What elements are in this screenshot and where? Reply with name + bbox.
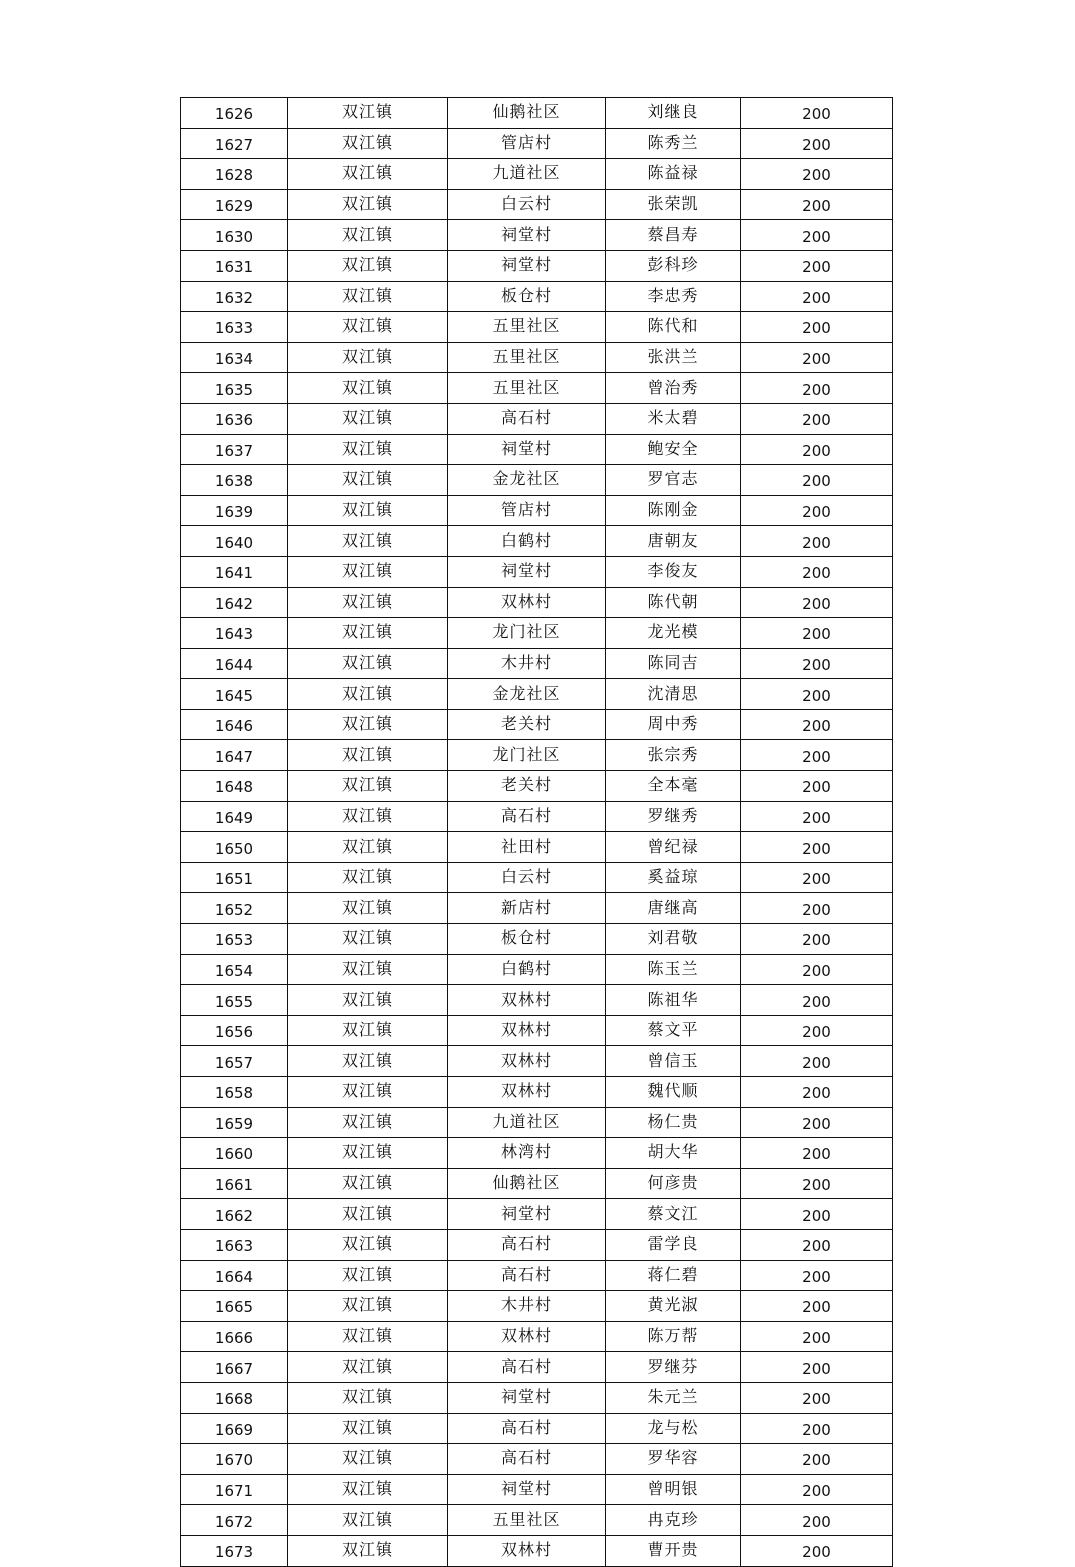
name-cell: 张宗秀: [606, 740, 741, 771]
table-row: [181, 985, 893, 1016]
village-cell: 高石村: [448, 1413, 606, 1444]
table-row: [181, 1474, 893, 1505]
amount-cell: 200: [741, 342, 893, 373]
row-number-cell: 1659: [181, 1107, 288, 1138]
amount-cell: 200: [741, 1474, 893, 1505]
row-number-cell: 1644: [181, 648, 288, 679]
town-cell: 双江镇: [288, 832, 448, 863]
table-row: [181, 1046, 893, 1077]
name-cell: 彭科珍: [606, 250, 741, 281]
row-number-cell: 1640: [181, 526, 288, 557]
row-number-cell: 1657: [181, 1046, 288, 1077]
town-cell: 双江镇: [288, 679, 448, 710]
village-cell: 社田村: [448, 832, 606, 863]
village-cell: 双林村: [448, 587, 606, 618]
row-number-cell: 1627: [181, 128, 288, 159]
name-cell: 罗继芬: [606, 1352, 741, 1383]
town-cell: 双江镇: [288, 740, 448, 771]
amount-cell: 200: [741, 220, 893, 251]
village-cell: 双林村: [448, 1046, 606, 1077]
village-cell: 双林村: [448, 1015, 606, 1046]
table-row: [181, 434, 893, 465]
name-cell: 冉克珍: [606, 1505, 741, 1536]
table-row: [181, 1535, 893, 1566]
name-cell: 米太碧: [606, 403, 741, 434]
town-cell: 双江镇: [288, 771, 448, 802]
row-number-cell: 1628: [181, 159, 288, 190]
amount-cell: 200: [741, 1229, 893, 1260]
village-cell: 高石村: [448, 1260, 606, 1291]
village-cell: 高石村: [448, 403, 606, 434]
amount-cell: 200: [741, 862, 893, 893]
table-row: [181, 1260, 893, 1291]
amount-cell: 200: [741, 1413, 893, 1444]
town-cell: 双江镇: [288, 342, 448, 373]
table-row: [181, 1229, 893, 1260]
row-number-cell: 1647: [181, 740, 288, 771]
row-number-cell: 1630: [181, 220, 288, 251]
row-number-cell: 1651: [181, 862, 288, 893]
row-number-cell: 1661: [181, 1168, 288, 1199]
row-number-cell: 1643: [181, 618, 288, 649]
name-cell: 曹开贵: [606, 1535, 741, 1566]
name-cell: 鲍安全: [606, 434, 741, 465]
amount-cell: 200: [741, 1199, 893, 1230]
village-cell: 木井村: [448, 1291, 606, 1322]
amount-cell: 200: [741, 1382, 893, 1413]
village-cell: 龙门社区: [448, 740, 606, 771]
roster-table-body: [181, 98, 893, 1567]
village-cell: 板仓村: [448, 924, 606, 955]
town-cell: 双江镇: [288, 1352, 448, 1383]
town-cell: 双江镇: [288, 1444, 448, 1475]
row-number-cell: 1626: [181, 98, 288, 129]
name-cell: 陈刚金: [606, 495, 741, 526]
table-row: [181, 312, 893, 343]
town-cell: 双江镇: [288, 128, 448, 159]
row-number-cell: 1634: [181, 342, 288, 373]
amount-cell: 200: [741, 281, 893, 312]
amount-cell: 200: [741, 924, 893, 955]
name-cell: 沈清思: [606, 679, 741, 710]
name-cell: 陈玉兰: [606, 954, 741, 985]
amount-cell: 200: [741, 1107, 893, 1138]
amount-cell: 200: [741, 954, 893, 985]
name-cell: 李俊友: [606, 556, 741, 587]
town-cell: 双江镇: [288, 1260, 448, 1291]
table-row: [181, 740, 893, 771]
village-cell: 老关村: [448, 709, 606, 740]
amount-cell: 200: [741, 128, 893, 159]
amount-cell: 200: [741, 312, 893, 343]
town-cell: 双江镇: [288, 1474, 448, 1505]
name-cell: 陈益禄: [606, 159, 741, 190]
name-cell: 唐继高: [606, 893, 741, 924]
amount-cell: 200: [741, 832, 893, 863]
name-cell: 胡大华: [606, 1138, 741, 1169]
amount-cell: 200: [741, 709, 893, 740]
table-row: [181, 924, 893, 955]
name-cell: 陈祖华: [606, 985, 741, 1016]
table-row: [181, 373, 893, 404]
row-number-cell: 1663: [181, 1229, 288, 1260]
table-row: [181, 1505, 893, 1536]
town-cell: 双江镇: [288, 1168, 448, 1199]
amount-cell: 200: [741, 679, 893, 710]
town-cell: 双江镇: [288, 1046, 448, 1077]
village-cell: 五里社区: [448, 1505, 606, 1536]
row-number-cell: 1672: [181, 1505, 288, 1536]
name-cell: 黄光淑: [606, 1291, 741, 1322]
name-cell: 罗华容: [606, 1444, 741, 1475]
table-row: [181, 832, 893, 863]
table-row: [181, 189, 893, 220]
row-number-cell: 1636: [181, 403, 288, 434]
amount-cell: 200: [741, 1291, 893, 1322]
amount-cell: 200: [741, 1321, 893, 1352]
row-number-cell: 1656: [181, 1015, 288, 1046]
amount-cell: 200: [741, 1352, 893, 1383]
row-number-cell: 1667: [181, 1352, 288, 1383]
name-cell: 刘继良: [606, 98, 741, 129]
name-cell: 龙光模: [606, 618, 741, 649]
amount-cell: 200: [741, 556, 893, 587]
row-number-cell: 1658: [181, 1077, 288, 1108]
row-number-cell: 1633: [181, 312, 288, 343]
village-cell: 白云村: [448, 862, 606, 893]
name-cell: 雷学良: [606, 1229, 741, 1260]
table-row: [181, 801, 893, 832]
table-row: [181, 495, 893, 526]
table-row: [181, 862, 893, 893]
name-cell: 朱元兰: [606, 1382, 741, 1413]
town-cell: 双江镇: [288, 1077, 448, 1108]
table-row: [181, 526, 893, 557]
town-cell: 双江镇: [288, 495, 448, 526]
row-number-cell: 1642: [181, 587, 288, 618]
name-cell: 李忠秀: [606, 281, 741, 312]
row-number-cell: 1650: [181, 832, 288, 863]
name-cell: 何彦贵: [606, 1168, 741, 1199]
table-row: [181, 159, 893, 190]
town-cell: 双江镇: [288, 250, 448, 281]
table-row: [181, 648, 893, 679]
row-number-cell: 1639: [181, 495, 288, 526]
village-cell: 林湾村: [448, 1138, 606, 1169]
village-cell: 新店村: [448, 893, 606, 924]
amount-cell: 200: [741, 893, 893, 924]
village-cell: 五里社区: [448, 342, 606, 373]
name-cell: 蔡文平: [606, 1015, 741, 1046]
row-number-cell: 1645: [181, 679, 288, 710]
town-cell: 双江镇: [288, 159, 448, 190]
row-number-cell: 1653: [181, 924, 288, 955]
amount-cell: 200: [741, 618, 893, 649]
town-cell: 双江镇: [288, 862, 448, 893]
town-cell: 双江镇: [288, 985, 448, 1016]
name-cell: 张洪兰: [606, 342, 741, 373]
table-row: [181, 1382, 893, 1413]
table-row: [181, 281, 893, 312]
amount-cell: 200: [741, 250, 893, 281]
name-cell: 杨仁贵: [606, 1107, 741, 1138]
town-cell: 双江镇: [288, 709, 448, 740]
name-cell: 奚益琼: [606, 862, 741, 893]
row-number-cell: 1660: [181, 1138, 288, 1169]
amount-cell: 200: [741, 740, 893, 771]
table-row: [181, 1107, 893, 1138]
row-number-cell: 1637: [181, 434, 288, 465]
town-cell: 双江镇: [288, 189, 448, 220]
table-row: [181, 1138, 893, 1169]
village-cell: 祠堂村: [448, 434, 606, 465]
table-row: [181, 1168, 893, 1199]
name-cell: 曾治秀: [606, 373, 741, 404]
village-cell: 白鹤村: [448, 954, 606, 985]
row-number-cell: 1655: [181, 985, 288, 1016]
name-cell: 蔡昌寿: [606, 220, 741, 251]
town-cell: 双江镇: [288, 954, 448, 985]
row-number-cell: 1654: [181, 954, 288, 985]
village-cell: 双林村: [448, 1535, 606, 1566]
row-number-cell: 1649: [181, 801, 288, 832]
village-cell: 祠堂村: [448, 250, 606, 281]
village-cell: 九道社区: [448, 159, 606, 190]
row-number-cell: 1652: [181, 893, 288, 924]
amount-cell: 200: [741, 1535, 893, 1566]
town-cell: 双江镇: [288, 1015, 448, 1046]
amount-cell: 200: [741, 1168, 893, 1199]
name-cell: 周中秀: [606, 709, 741, 740]
town-cell: 双江镇: [288, 1291, 448, 1322]
village-cell: 祠堂村: [448, 220, 606, 251]
name-cell: 刘君敬: [606, 924, 741, 955]
row-number-cell: 1671: [181, 1474, 288, 1505]
amount-cell: 200: [741, 1260, 893, 1291]
row-number-cell: 1641: [181, 556, 288, 587]
row-number-cell: 1673: [181, 1535, 288, 1566]
row-number-cell: 1668: [181, 1382, 288, 1413]
amount-cell: 200: [741, 526, 893, 557]
town-cell: 双江镇: [288, 281, 448, 312]
table-row: [181, 1199, 893, 1230]
village-cell: 高石村: [448, 1352, 606, 1383]
table-row: [181, 1444, 893, 1475]
table-row: [181, 587, 893, 618]
table-row: [181, 403, 893, 434]
table-row: [181, 98, 893, 129]
amount-cell: 200: [741, 1444, 893, 1475]
village-cell: 管店村: [448, 128, 606, 159]
town-cell: 双江镇: [288, 373, 448, 404]
village-cell: 木井村: [448, 648, 606, 679]
row-number-cell: 1631: [181, 250, 288, 281]
amount-cell: 200: [741, 465, 893, 496]
village-cell: 高石村: [448, 801, 606, 832]
village-cell: 金龙社区: [448, 679, 606, 710]
town-cell: 双江镇: [288, 587, 448, 618]
amount-cell: 200: [741, 159, 893, 190]
town-cell: 双江镇: [288, 1413, 448, 1444]
village-cell: 仙鹅社区: [448, 98, 606, 129]
table-row: [181, 954, 893, 985]
name-cell: 魏代顺: [606, 1077, 741, 1108]
town-cell: 双江镇: [288, 1382, 448, 1413]
name-cell: 蔡文江: [606, 1199, 741, 1230]
village-cell: 管店村: [448, 495, 606, 526]
village-cell: 板仓村: [448, 281, 606, 312]
table-row: [181, 709, 893, 740]
village-cell: 龙门社区: [448, 618, 606, 649]
row-number-cell: 1670: [181, 1444, 288, 1475]
village-cell: 祠堂村: [448, 1199, 606, 1230]
town-cell: 双江镇: [288, 1107, 448, 1138]
amount-cell: 200: [741, 985, 893, 1016]
town-cell: 双江镇: [288, 1535, 448, 1566]
name-cell: 张荣凯: [606, 189, 741, 220]
village-cell: 祠堂村: [448, 1474, 606, 1505]
row-number-cell: 1665: [181, 1291, 288, 1322]
name-cell: 曾明银: [606, 1474, 741, 1505]
row-number-cell: 1666: [181, 1321, 288, 1352]
village-cell: 双林村: [448, 985, 606, 1016]
amount-cell: 200: [741, 771, 893, 802]
town-cell: 双江镇: [288, 220, 448, 251]
amount-cell: 200: [741, 98, 893, 129]
name-cell: 罗官志: [606, 465, 741, 496]
table-row: [181, 1291, 893, 1322]
name-cell: 蒋仁碧: [606, 1260, 741, 1291]
table-row: [181, 618, 893, 649]
table-row: [181, 250, 893, 281]
name-cell: 曾纪禄: [606, 832, 741, 863]
town-cell: 双江镇: [288, 434, 448, 465]
row-number-cell: 1635: [181, 373, 288, 404]
town-cell: 双江镇: [288, 1505, 448, 1536]
amount-cell: 200: [741, 495, 893, 526]
row-number-cell: 1632: [181, 281, 288, 312]
amount-cell: 200: [741, 403, 893, 434]
table-row: [181, 1352, 893, 1383]
name-cell: 陈万帮: [606, 1321, 741, 1352]
amount-cell: 200: [741, 1015, 893, 1046]
table-row: [181, 679, 893, 710]
amount-cell: 200: [741, 587, 893, 618]
table-row: [181, 893, 893, 924]
town-cell: 双江镇: [288, 1199, 448, 1230]
village-cell: 高石村: [448, 1229, 606, 1260]
name-cell: 曾信玉: [606, 1046, 741, 1077]
table-row: [181, 465, 893, 496]
name-cell: 唐朝友: [606, 526, 741, 557]
town-cell: 双江镇: [288, 312, 448, 343]
town-cell: 双江镇: [288, 526, 448, 557]
table-row: [181, 1321, 893, 1352]
amount-cell: 200: [741, 373, 893, 404]
amount-cell: 200: [741, 648, 893, 679]
amount-cell: 200: [741, 1505, 893, 1536]
village-cell: 仙鹅社区: [448, 1168, 606, 1199]
town-cell: 双江镇: [288, 1138, 448, 1169]
name-cell: 陈同吉: [606, 648, 741, 679]
table-row: [181, 556, 893, 587]
village-cell: 白鹤村: [448, 526, 606, 557]
row-number-cell: 1646: [181, 709, 288, 740]
row-number-cell: 1648: [181, 771, 288, 802]
table-row: [181, 220, 893, 251]
town-cell: 双江镇: [288, 893, 448, 924]
name-cell: 罗继秀: [606, 801, 741, 832]
town-cell: 双江镇: [288, 465, 448, 496]
row-number-cell: 1629: [181, 189, 288, 220]
village-cell: 老关村: [448, 771, 606, 802]
table-row: [181, 342, 893, 373]
village-cell: 五里社区: [448, 312, 606, 343]
name-cell: 陈代和: [606, 312, 741, 343]
row-number-cell: 1664: [181, 1260, 288, 1291]
table-row: [181, 1413, 893, 1444]
town-cell: 双江镇: [288, 801, 448, 832]
village-cell: 金龙社区: [448, 465, 606, 496]
table-row: [181, 128, 893, 159]
village-cell: 祠堂村: [448, 1382, 606, 1413]
row-number-cell: 1662: [181, 1199, 288, 1230]
town-cell: 双江镇: [288, 618, 448, 649]
town-cell: 双江镇: [288, 1229, 448, 1260]
village-cell: 五里社区: [448, 373, 606, 404]
amount-cell: 200: [741, 1077, 893, 1108]
village-cell: 双林村: [448, 1321, 606, 1352]
town-cell: 双江镇: [288, 924, 448, 955]
table-row: [181, 1077, 893, 1108]
row-number-cell: 1669: [181, 1413, 288, 1444]
town-cell: 双江镇: [288, 556, 448, 587]
row-number-cell: 1638: [181, 465, 288, 496]
town-cell: 双江镇: [288, 403, 448, 434]
amount-cell: 200: [741, 1046, 893, 1077]
roster-table: [180, 97, 893, 1567]
name-cell: 陈代朝: [606, 587, 741, 618]
name-cell: 陈秀兰: [606, 128, 741, 159]
town-cell: 双江镇: [288, 98, 448, 129]
amount-cell: 200: [741, 801, 893, 832]
amount-cell: 200: [741, 189, 893, 220]
town-cell: 双江镇: [288, 1321, 448, 1352]
town-cell: 双江镇: [288, 648, 448, 679]
village-cell: 九道社区: [448, 1107, 606, 1138]
village-cell: 白云村: [448, 189, 606, 220]
village-cell: 祠堂村: [448, 556, 606, 587]
amount-cell: 200: [741, 434, 893, 465]
table-row: [181, 1015, 893, 1046]
village-cell: 双林村: [448, 1077, 606, 1108]
name-cell: 全本毫: [606, 771, 741, 802]
amount-cell: 200: [741, 1138, 893, 1169]
table-row: [181, 771, 893, 802]
village-cell: 高石村: [448, 1444, 606, 1475]
name-cell: 龙与松: [606, 1413, 741, 1444]
